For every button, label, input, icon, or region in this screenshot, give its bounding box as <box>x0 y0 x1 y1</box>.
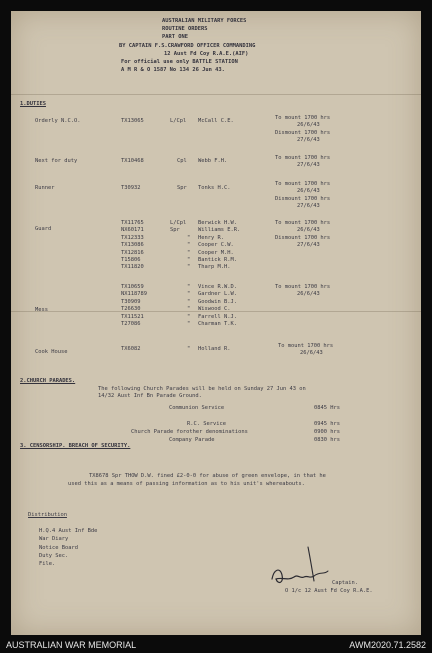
mess-member-number: NX118789 <box>121 291 147 298</box>
runner-number: T30932 <box>121 185 141 191</box>
guard-member-number: TX11765 <box>121 220 144 226</box>
orderly-name: McCall C.E. <box>198 118 234 124</box>
mess-member-name: Farrell N.J. <box>198 313 237 320</box>
cook-house-rank: " <box>187 346 191 352</box>
orderly-number: TX13065 <box>121 118 144 124</box>
header-line-6: For official use only BATTLE STATION <box>121 59 238 65</box>
next-duty-mount: To mount 1700 hrs <box>275 155 331 161</box>
mess-mount-date: 26/6/43 <box>297 291 320 297</box>
guard-member-name: Henry R. <box>198 234 224 241</box>
guard-dismount: Dismount 1700 hrs <box>275 235 331 241</box>
guard-member-rank: Spr <box>170 227 180 234</box>
orderly-dismount: Dismount 1700 hrs <box>275 130 331 136</box>
orderly-dismount-date: 27/6/43 <box>297 137 320 143</box>
footer-institution: AUSTRALIAN WAR MEMORIAL <box>6 640 137 650</box>
header-line-4: BY CAPTAIN F.S.CRAWFORD OFFICER COMMANDING <box>119 43 256 49</box>
church-parade-time: 0945 hrs <box>314 421 340 427</box>
orderly-rank: L/Cpl <box>170 118 187 124</box>
cook-house-number: TX6082 <box>121 346 141 352</box>
header-line-5: 12 Aust Fd Coy R.A.E.(AIF) <box>164 51 249 57</box>
mess-member-number: TX10659 <box>121 284 144 290</box>
guard-member-name: Cooper M.H. <box>198 249 234 256</box>
next-duty-number: TX10468 <box>121 158 144 164</box>
duties-heading: 1.DUTIES <box>20 101 46 107</box>
censorship-line-2: used this as a means of passing information as to his unit's whereabouts. <box>68 481 305 487</box>
mess-member-name: Charman T.K. <box>198 321 237 327</box>
header-line-2: ROUTINE ORDERS <box>162 26 208 32</box>
mess-label: Mess <box>35 307 48 313</box>
cook-house-name: Holland R. <box>198 346 231 352</box>
church-parade-time: 0830 hrs <box>314 437 340 443</box>
guard-mount: To mount 1700 hrs <box>275 220 331 226</box>
guard-member-rank: " <box>187 249 191 256</box>
mess-mount: To mount 1700 hrs <box>275 284 331 290</box>
distribution-item: Notice Board <box>39 544 78 551</box>
guard-member-number: TX11820 <box>121 264 144 271</box>
next-duty-label: Next for duty <box>35 158 78 164</box>
guard-member-rank: " <box>187 242 191 249</box>
mess-member-number: T30909 <box>121 298 141 305</box>
mess-member-name: Vince R.W.D. <box>198 284 237 290</box>
runner-mount: To mount 1700 hrs <box>275 181 331 187</box>
guard-member-name: Berwick H.W. <box>198 220 237 226</box>
mess-member-name: Wiswood C. <box>198 306 231 313</box>
distribution-heading: Distribution <box>28 512 67 518</box>
church-parades-heading: 2.CHURCH PARADES. <box>20 378 76 384</box>
church-parade-label: Church Parade forother denominations <box>131 429 248 435</box>
signature-title: Captain. <box>332 580 358 586</box>
distribution-item: Duty Sec. <box>39 552 69 559</box>
footer-accession-number: AWM2020.71.2582 <box>349 640 426 650</box>
guard-member-number: NX60171 <box>121 227 144 234</box>
header-line-1: AUSTRALIAN MILITARY FORCES <box>162 18 247 24</box>
runner-dismount: Dismount 1700 hrs <box>275 196 331 202</box>
guard-member-name: Tharp M.H. <box>198 264 231 271</box>
guard-member-number: TX12816 <box>121 249 144 256</box>
censorship-heading: 3. CENSORSHIP. BREACH OF SECURITY. <box>20 443 131 449</box>
cook-house-mount: To mount 1700 hrs <box>278 343 334 349</box>
guard-member-number: TX13086 <box>121 242 144 249</box>
guard-member-number: T15806 <box>121 257 141 263</box>
guard-mount-date: 26/6/43 <box>297 227 320 233</box>
mess-member-number: TX11521 <box>121 313 144 320</box>
cook-house-mount-date: 26/6/43 <box>300 350 323 356</box>
guard-member-rank: L/Cpl <box>170 220 187 226</box>
orderly-mount: To mount 1700 hrs <box>275 115 331 121</box>
mess-member-rank: " <box>187 284 191 290</box>
church-intro-line-1: The following Church Parades will be held on Sunday 27 Jun 43 on <box>98 386 306 392</box>
runner-rank: Spr <box>177 185 187 191</box>
runner-mount-date: 26/6/43 <box>297 188 320 194</box>
handwritten-signature <box>268 541 338 591</box>
orderly-mount-date: 26/6/43 <box>297 122 320 128</box>
mess-member-name: Goodwin B.J. <box>198 298 237 305</box>
distribution-item: H.Q.4 Aust Inf Bde <box>39 528 98 534</box>
distribution-item: War Diary <box>39 536 69 543</box>
mess-member-number: T26630 <box>121 306 141 313</box>
censorship-line-1: TX8678 Spr THOW D.W. fined £2-0-0 for abuse of green envelope, in that he <box>89 473 326 479</box>
mess-member-rank: " <box>187 291 191 298</box>
guard-member-rank: " <box>187 264 191 271</box>
church-parade-time: 0900 hrs <box>314 429 340 435</box>
runner-dismount-date: 27/6/43 <box>297 203 320 209</box>
runner-name: Tonks H.C. <box>198 185 231 191</box>
header-line-3: PART ONE <box>162 34 188 40</box>
church-parade-label: Communion Service <box>169 405 225 411</box>
guard-dismount-date: 27/6/43 <box>297 242 320 248</box>
mess-member-name: Gardner L.W. <box>198 291 237 298</box>
guard-member-name: Williams E.R. <box>198 227 241 234</box>
guard-member-number: TX12333 <box>121 234 144 241</box>
next-duty-name: Webb F.H. <box>198 158 228 164</box>
document-page <box>11 11 421 635</box>
church-parade-label: R.C. Service <box>187 421 226 427</box>
guard-member-name: Cooper C.W. <box>198 242 234 249</box>
mess-member-number: T27086 <box>121 321 141 327</box>
church-parade-time: 0845 Hrs <box>314 405 340 411</box>
runner-label: Runner <box>35 185 55 191</box>
church-intro-line-2: 14/32 Aust Inf Bn Parade Ground. <box>98 393 202 399</box>
guard-member-rank: " <box>187 257 191 263</box>
distribution-item: File. <box>39 561 56 568</box>
guard-member-name: Bantick R.M. <box>198 257 237 263</box>
guard-member-rank: " <box>187 234 191 241</box>
next-duty-rank: Cpl <box>177 158 187 164</box>
mess-member-rank: " <box>187 306 191 313</box>
church-parade-label: Company Parade <box>169 437 215 443</box>
cook-house-label: Cook House <box>35 349 68 355</box>
orderly-label: Orderly N.C.O. <box>35 118 81 124</box>
mess-member-rank: " <box>187 298 191 305</box>
signature-unit: O 1/c 12 Aust Fd Coy R.A.E. <box>285 588 373 594</box>
fold-line <box>11 94 421 95</box>
mess-member-rank: " <box>187 313 191 320</box>
guard-label: Guard <box>35 226 52 232</box>
next-duty-mount-date: 27/6/43 <box>297 162 320 168</box>
header-line-7: A M R & O 1587 No 134 26 Jun 43. <box>121 67 225 73</box>
mess-member-rank: " <box>187 321 191 327</box>
